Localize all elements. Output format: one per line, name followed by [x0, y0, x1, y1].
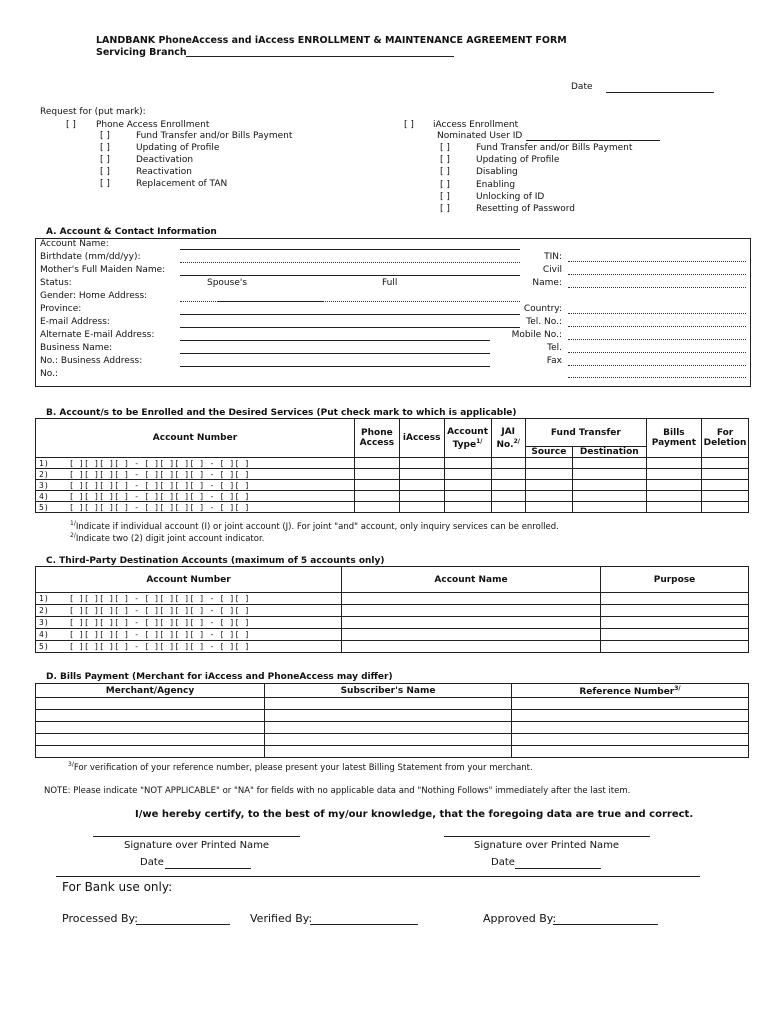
contact-field-line[interactable]: [180, 327, 520, 328]
iaccess-option-checkbox[interactable]: [ ]: [440, 204, 450, 214]
verified-label: Verified By:: [250, 912, 313, 925]
account-number-cell[interactable]: [36, 629, 342, 641]
account-row: [36, 491, 749, 502]
row-number: 3): [39, 618, 50, 627]
row-number: 1): [39, 594, 50, 603]
contact-field-label: No.:: [40, 369, 58, 379]
date-label-1: Date: [140, 857, 164, 868]
section-c-table: [35, 566, 749, 653]
service-cell[interactable]: [354, 469, 399, 480]
spouse-label: Spouse's: [207, 278, 248, 288]
date-field-2[interactable]: [515, 868, 601, 869]
purpose-cell[interactable]: [601, 629, 749, 641]
iaccess-option-label: Enabling: [476, 179, 516, 190]
purpose-cell[interactable]: [601, 593, 749, 605]
service-cell[interactable]: [444, 491, 491, 502]
reference-cell[interactable]: [512, 722, 749, 734]
iaccess-option-checkbox[interactable]: [ ]: [440, 191, 450, 202]
contact-right-label: Tel.: [547, 343, 562, 353]
service-cell[interactable]: [702, 480, 749, 491]
contact-field-label: Account Name:: [40, 239, 109, 249]
row-number: 2): [39, 469, 50, 479]
section-b-table: [35, 418, 749, 513]
col-destination: Destination: [572, 447, 646, 458]
purpose-cell[interactable]: [601, 617, 749, 629]
account-number-cell[interactable]: [36, 469, 355, 480]
approved-field[interactable]: [553, 924, 658, 925]
merchant-cell[interactable]: [36, 722, 265, 734]
signature-label-2: Signature over Printed Name: [474, 840, 620, 851]
service-cell[interactable]: [354, 491, 399, 502]
col-source: Source: [525, 447, 572, 458]
subscriber-cell[interactable]: [265, 698, 512, 710]
iaccess-option-checkbox[interactable]: [ ]: [440, 179, 450, 190]
service-cell[interactable]: [354, 502, 399, 513]
service-cell[interactable]: [444, 502, 491, 513]
service-cell[interactable]: [399, 502, 444, 513]
subscriber-cell[interactable]: [265, 734, 512, 746]
bank-use-divider: [56, 876, 700, 877]
service-cell[interactable]: [702, 491, 749, 502]
note-2: $^{2/}$Indicate two (2) digit joint account indicator.: [70, 532, 265, 544]
signature-line-2[interactable]: [444, 836, 650, 837]
bills-row: [36, 710, 749, 722]
phone-option-label: Reactivation: [136, 167, 192, 177]
phone-enroll-label: Phone Access Enrollment: [96, 120, 210, 130]
col-c-purpose: Purpose: [601, 567, 749, 593]
service-cell[interactable]: [525, 469, 572, 480]
iaccess-enroll-label: iAccess Enrollment: [433, 120, 519, 130]
service-cell[interactable]: [444, 480, 491, 491]
phone-option-checkbox[interactable]: [ ]: [100, 131, 110, 141]
merchant-cell[interactable]: [36, 746, 265, 758]
phone-option-checkbox[interactable]: [ ]: [100, 155, 110, 165]
reference-cell[interactable]: [512, 746, 749, 758]
signature-line-1[interactable]: [93, 836, 300, 837]
contact-field-label: Mother's Full Maiden Name:: [40, 265, 166, 275]
servicing-branch-label: Servicing Branch: [96, 47, 187, 58]
service-cell[interactable]: [646, 480, 701, 491]
account-name-cell[interactable]: [342, 617, 601, 629]
service-cell[interactable]: [491, 480, 525, 491]
col-reference: Reference Number$^{3/}$: [512, 684, 749, 698]
service-cell[interactable]: [572, 480, 646, 491]
service-cell[interactable]: [491, 502, 525, 513]
purpose-cell[interactable]: [601, 641, 749, 653]
account-number-cell[interactable]: [36, 480, 355, 491]
date-field[interactable]: [606, 92, 714, 93]
contact-field-label: Alternate E-mail Address:: [40, 330, 155, 340]
service-cell[interactable]: [525, 502, 572, 513]
account-boxes[interactable]: [ ][ ][ ][ ] - [ ][ ][ ][ ] - [ ][ ]: [69, 630, 250, 639]
purpose-cell[interactable]: [601, 605, 749, 617]
account-boxes[interactable]: [ ][ ][ ][ ] - [ ][ ][ ][ ] - [ ][ ]: [69, 458, 250, 468]
service-cell[interactable]: [399, 458, 444, 469]
verified-field[interactable]: [310, 924, 418, 925]
note-1: $^{1/}$Indicate if individual account (I) or joint account (J). For joint "and" account, only inquiry services can be enrolled.: [70, 520, 559, 532]
account-boxes[interactable]: [ ][ ][ ][ ] - [ ][ ][ ][ ] - [ ][ ]: [69, 491, 250, 501]
contact-field-label: No.: Business Address:: [40, 356, 143, 366]
account-name-cell[interactable]: [342, 593, 601, 605]
reference-cell[interactable]: [512, 710, 749, 722]
service-cell[interactable]: [646, 469, 701, 480]
section-b-title: B. Account/s to be Enrolled and the Desired Services (Put check mark to which is applicable): [46, 408, 517, 418]
iaccess-option-checkbox[interactable]: [ ]: [440, 143, 450, 153]
request-label: Request for (put mark):: [40, 107, 146, 117]
subscriber-cell[interactable]: [265, 722, 512, 734]
contact-field-line[interactable]: [180, 314, 520, 315]
account-boxes[interactable]: [ ][ ][ ][ ] - [ ][ ][ ][ ] - [ ][ ]: [69, 480, 250, 490]
col-account-number: Account Number: [36, 419, 355, 458]
processed-label: Processed By:: [62, 912, 138, 925]
third-party-row: [36, 641, 749, 653]
nominated-user-label: Nominated User ID: [437, 131, 523, 141]
nominated-user-field[interactable]: [526, 140, 660, 141]
account-row: [36, 480, 749, 491]
contact-right-label: Civil: [542, 265, 562, 275]
bills-row: [36, 722, 749, 734]
bills-row: [36, 698, 749, 710]
reference-cell[interactable]: [512, 698, 749, 710]
contact-field-label: Status:: [40, 278, 72, 288]
service-cell[interactable]: [572, 502, 646, 513]
account-number-cell[interactable]: [36, 617, 342, 629]
third-party-row: [36, 617, 749, 629]
iaccess-option-label: Fund Transfer and/or Bills Payment: [476, 143, 633, 153]
contact-right-label: Fax: [546, 356, 562, 366]
account-boxes[interactable]: [ ][ ][ ][ ] - [ ][ ][ ][ ] - [ ][ ]: [69, 642, 250, 651]
row-number: 4): [39, 630, 50, 639]
contact-right-label: Name:: [532, 278, 562, 288]
phone-option-label: Replacement of TAN: [136, 179, 228, 189]
service-cell[interactable]: [399, 491, 444, 502]
service-cell[interactable]: [572, 469, 646, 480]
row-number: 4): [39, 491, 50, 501]
servicing-branch-field[interactable]: [186, 56, 454, 57]
col-c-account-name: Account Name: [342, 567, 601, 593]
service-cell[interactable]: [646, 502, 701, 513]
account-number-cell[interactable]: [36, 605, 342, 617]
account-name-cell[interactable]: [342, 605, 601, 617]
row-number: 2): [39, 606, 50, 615]
contact-field-label: Province:: [40, 304, 82, 314]
contact-field-label: E-mail Address:: [40, 317, 110, 327]
iaccess-option-label: Resetting of Password: [476, 204, 576, 214]
account-number-cell[interactable]: [36, 458, 355, 469]
phone-option-label: Updating of Profile: [136, 143, 220, 153]
service-cell[interactable]: [702, 458, 749, 469]
service-cell[interactable]: [702, 469, 749, 480]
account-row: [36, 458, 749, 469]
col-iaccess: iAccess: [399, 419, 444, 458]
service-cell[interactable]: [444, 458, 491, 469]
iaccess-option-label: Updating of Profile: [476, 155, 560, 166]
service-cell[interactable]: [444, 469, 491, 480]
service-cell[interactable]: [646, 458, 701, 469]
service-cell[interactable]: [572, 458, 646, 469]
row-number: 5): [39, 502, 50, 512]
contact-field-line[interactable]: [180, 340, 490, 341]
col-bills: Bills Payment: [646, 419, 701, 458]
account-name-cell[interactable]: [342, 641, 601, 653]
row-number: 1): [39, 458, 50, 468]
general-note: NOTE: Please indicate "NOT APPLICABLE" or "NA" for fields with no applicable data and "Nothing Follows" immediately after the last item.: [44, 786, 631, 796]
third-party-row: [36, 605, 749, 617]
service-cell[interactable]: [491, 458, 525, 469]
phone-option-label: Deactivation: [136, 155, 194, 165]
contact-right-label: Mobile No.:: [511, 330, 562, 340]
col-c-account-number: Account Number: [36, 567, 342, 593]
section-c-title: C. Third-Party Destination Accounts (maximum of 5 accounts only): [46, 556, 385, 566]
full-label: Full: [382, 278, 398, 288]
section-d-table: [35, 683, 749, 758]
service-cell[interactable]: [491, 491, 525, 502]
service-cell[interactable]: [572, 491, 646, 502]
account-boxes[interactable]: [ ][ ][ ][ ] - [ ][ ][ ][ ] - [ ][ ]: [69, 618, 250, 627]
contact-field-label: Gender: Home Address:: [40, 291, 148, 301]
service-cell[interactable]: [525, 458, 572, 469]
iaccess-option-label: Disabling: [476, 167, 518, 178]
date-label: Date: [571, 82, 593, 92]
phone-option-checkbox[interactable]: [ ]: [100, 179, 110, 189]
service-cell[interactable]: [354, 480, 399, 491]
merchant-cell[interactable]: [36, 698, 265, 710]
reference-cell[interactable]: [512, 734, 749, 746]
iaccess-enroll-checkbox[interactable]: [ ]: [404, 120, 414, 130]
contact-field-line[interactable]: [180, 366, 490, 367]
bank-use-label: For Bank use only:: [62, 880, 173, 894]
service-cell[interactable]: [399, 480, 444, 491]
account-number-cell[interactable]: [36, 502, 355, 513]
date-field-1[interactable]: [165, 868, 251, 869]
merchant-cell[interactable]: [36, 734, 265, 746]
service-cell[interactable]: [702, 502, 749, 513]
contact-field-line[interactable]: [180, 262, 520, 263]
phone-enroll-checkbox[interactable]: [ ]: [66, 120, 76, 130]
phone-option-label: Fund Transfer and/or Bills Payment: [136, 131, 293, 141]
contact-right-line[interactable]: [568, 377, 746, 378]
contact-right-line[interactable]: [568, 313, 746, 314]
bills-row: [36, 746, 749, 758]
contact-right-line[interactable]: [568, 352, 746, 353]
account-number-cell[interactable]: [36, 641, 342, 653]
contact-right-line[interactable]: [568, 339, 746, 340]
contact-field-label: Birthdate (mm/dd/yy):: [40, 252, 141, 262]
contact-field-line[interactable]: [180, 353, 490, 354]
col-merchant: Merchant/Agency: [36, 684, 265, 698]
contact-right-line[interactable]: [568, 274, 746, 275]
third-party-row: [36, 629, 749, 641]
service-cell[interactable]: [525, 491, 572, 502]
contact-right-label: Country:: [523, 304, 562, 314]
form-title: LANDBANK PhoneAccess and iAccess ENROLLMENT & MAINTENANCE AGREEMENT FORM: [96, 35, 567, 46]
service-cell[interactable]: [646, 491, 701, 502]
bills-row: [36, 734, 749, 746]
merchant-cell[interactable]: [36, 710, 265, 722]
iaccess-option-checkbox[interactable]: [ ]: [440, 167, 450, 178]
account-row: [36, 469, 749, 480]
contact-right-line[interactable]: [568, 326, 746, 327]
row-number: 3): [39, 480, 50, 490]
certification: I/we hereby certify, to the best of my/our knowledge, that the foregoing data are true and correct.: [135, 809, 694, 820]
subscriber-cell[interactable]: [265, 746, 512, 758]
third-party-row: [36, 593, 749, 605]
section-d-title: D. Bills Payment (Merchant for iAccess and PhoneAccess may differ): [46, 672, 393, 682]
account-number-cell[interactable]: [36, 491, 355, 502]
contact-right-line[interactable]: [568, 365, 746, 366]
iaccess-option-checkbox[interactable]: [ ]: [440, 155, 450, 166]
approved-label: Approved By:: [483, 912, 557, 925]
phone-option-checkbox[interactable]: [ ]: [100, 167, 110, 177]
subscriber-cell[interactable]: [265, 710, 512, 722]
col-account-type: Account Type$^{1/}$: [444, 419, 491, 458]
account-row: [36, 502, 749, 513]
col-deletion: For Deletion: [702, 419, 749, 458]
date-label-2: Date: [491, 857, 515, 868]
col-phone-access: Phone Access: [354, 419, 399, 458]
contact-right-line[interactable]: [568, 261, 746, 262]
account-boxes[interactable]: [ ][ ][ ][ ] - [ ][ ][ ][ ] - [ ][ ]: [69, 502, 250, 512]
col-fund-transfer: Fund Transfer: [525, 419, 646, 447]
contact-field-label: Business Name:: [40, 343, 113, 353]
service-cell[interactable]: [491, 469, 525, 480]
phone-option-checkbox[interactable]: [ ]: [100, 143, 110, 153]
contact-field-line[interactable]: [180, 275, 520, 276]
account-boxes[interactable]: [ ][ ][ ][ ] - [ ][ ][ ][ ] - [ ][ ]: [69, 594, 250, 603]
contact-right-label: Tel. No.:: [526, 317, 562, 327]
service-cell[interactable]: [525, 480, 572, 491]
section-a-title: A. Account & Contact Information: [46, 227, 217, 237]
row-number: 5): [39, 642, 50, 651]
account-number-cell[interactable]: [36, 593, 342, 605]
note-3: $^{3/}$For verification of your reference number, please present your latest Billing Statement from your merchant.: [68, 761, 533, 773]
iaccess-option-label: Unlocking of ID: [476, 191, 545, 202]
spouse-line[interactable]: [218, 301, 324, 302]
signature-label-1: Signature over Printed Name: [124, 840, 270, 851]
account-name-cell[interactable]: [342, 629, 601, 641]
col-subscriber: Subscriber's Name: [265, 684, 512, 698]
col-jai: JAI No.$^{2/}$: [491, 419, 525, 458]
account-boxes[interactable]: [ ][ ][ ][ ] - [ ][ ][ ][ ] - [ ][ ]: [69, 469, 250, 479]
processed-field[interactable]: [136, 924, 230, 925]
account-boxes[interactable]: [ ][ ][ ][ ] - [ ][ ][ ][ ] - [ ][ ]: [69, 606, 250, 615]
service-cell[interactable]: [399, 469, 444, 480]
contact-right-label: TIN:: [544, 252, 562, 262]
contact-field-line[interactable]: [180, 249, 520, 250]
contact-right-line[interactable]: [568, 287, 746, 288]
service-cell[interactable]: [354, 458, 399, 469]
